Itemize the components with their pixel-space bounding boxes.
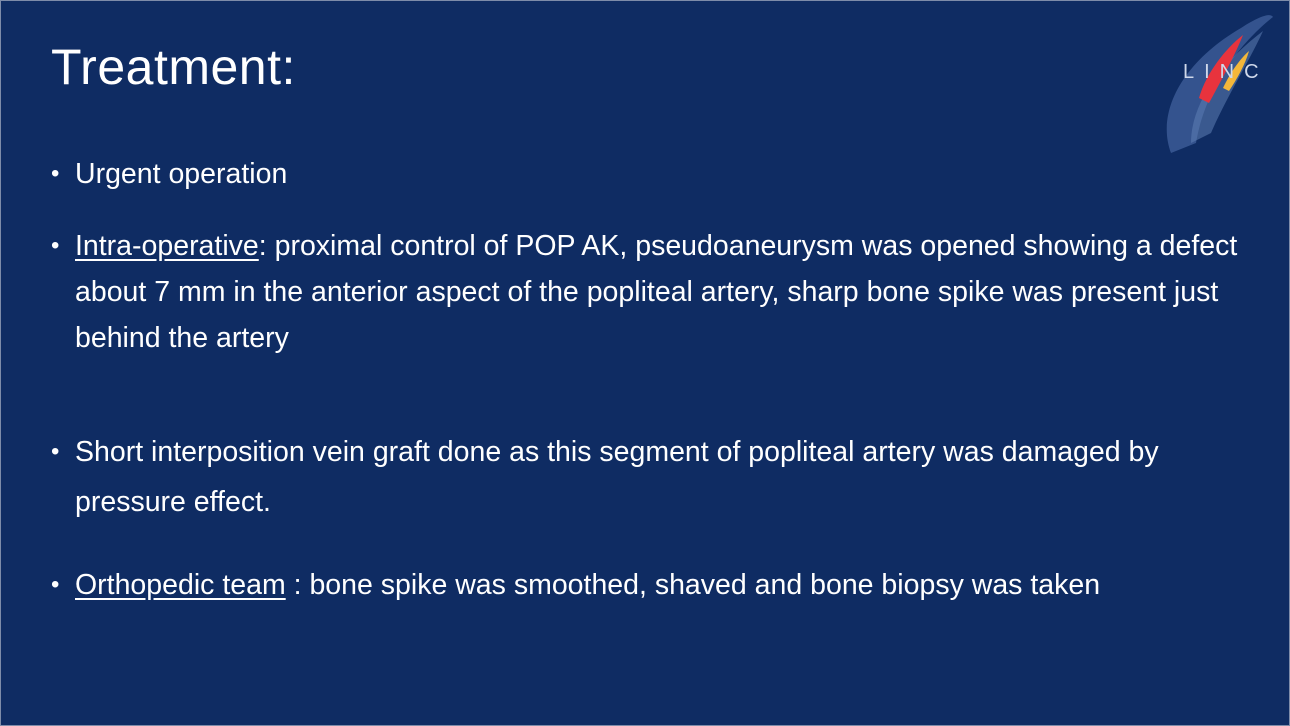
logo-text: LINC: [1183, 61, 1269, 83]
bullet-lead-underlined: Intra-operative: [75, 230, 259, 262]
bullet-text: : proximal control of POP AK, pseudoaneurysm was opened showing a defect about 7 mm in the anterior aspect of the popliteal artery, sharp bone spike was present just behind the artery: [75, 230, 1238, 354]
slide-title: Treatment:: [51, 39, 296, 95]
bullet-item: [51, 562, 1266, 608]
bullet-item: [51, 223, 1266, 361]
bullet-dot-icon: •: [51, 232, 60, 259]
bullet-text: Short interposition vein graft done as this segment of popliteal artery was damaged by pressure effect.: [75, 436, 1159, 518]
bullet-text: : bone spike was smoothed, shaved and bone biopsy was taken: [285, 569, 1101, 601]
bullet-item: [51, 151, 1266, 197]
bullet-text: Urgent operation: [75, 158, 288, 190]
bullet-lead-underlined: Orthopedic team: [75, 569, 286, 601]
bullet-item: [51, 427, 1266, 527]
bullet-dot-icon: •: [51, 571, 60, 598]
bullet-dot-icon: •: [51, 438, 60, 465]
bullet-dot-icon: •: [51, 160, 60, 187]
bullet-list: [51, 151, 1266, 608]
